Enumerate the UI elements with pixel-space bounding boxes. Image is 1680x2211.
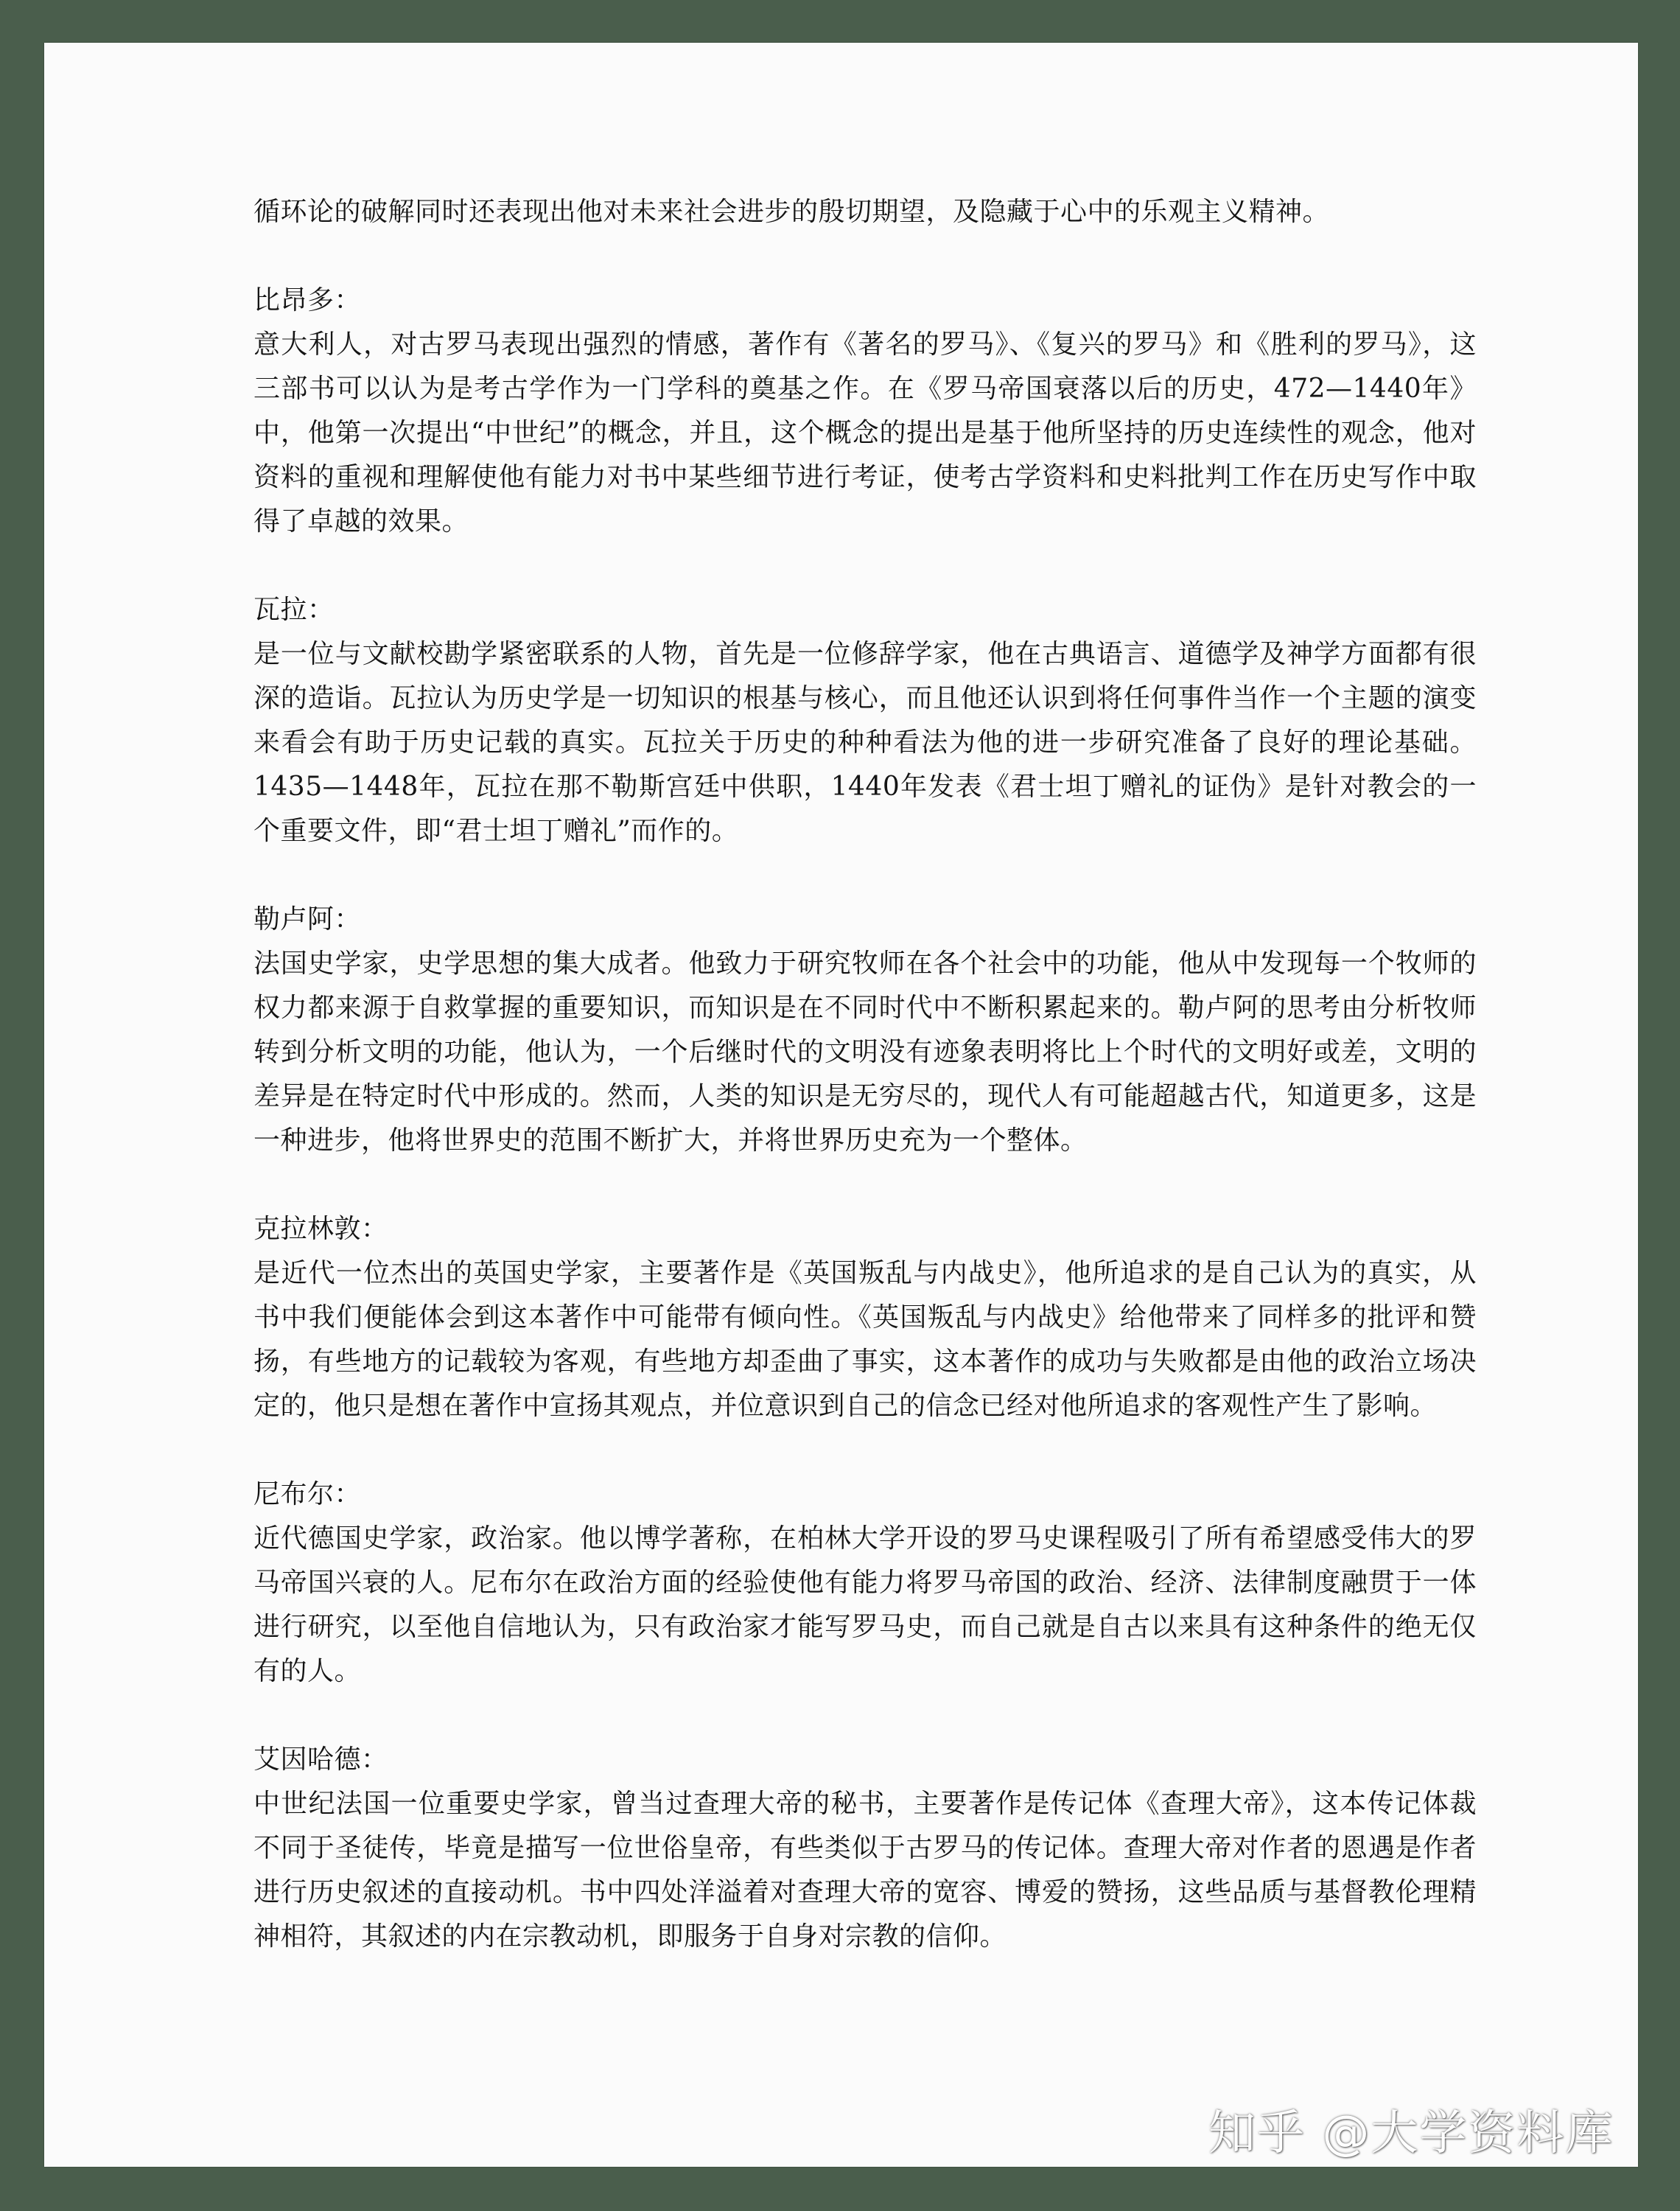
zhihu-watermark: 知乎 @大学资料库 — [1208, 2106, 1614, 2161]
section-paragraph: 意大利人，对古罗马表现出强烈的情感，著作有《著名的罗马》、《复兴的罗马》和《胜利的罗马》，这三部书可以认为是考古学作为一门学科的奠基之作。在《罗马帝国衰落以后的历史，472—1440年》中，他第一次提出“中世纪”的概念，并且，这个概念的提出是基于他所坚持的历史连续性的观念，他对资料的重视和理解使他有能力对书中某些细节进行考证，使考古学资料和史料批判工作在历史写作中取得了卓越的效果。 — [253, 329, 1477, 537]
section-heading: 比昂多： — [253, 285, 362, 315]
section-heading: 克拉林敦： — [253, 1214, 388, 1244]
section-heading: 瓦拉： — [253, 595, 335, 625]
section-einhard — [253, 1738, 1477, 1959]
section-heading: 勒卢阿： — [253, 904, 362, 935]
section-paragraph: 是一位与文献校勘学紧密联系的人物，首先是一位修辞学家，他在古典语言、道德学及神学方面都有很深的造诣。瓦拉认为历史学是一切知识的根基与核心，而且他还认识到将任何事件当作一个主题的演变来看会有助于历史记载的真实。瓦拉关于历史的种种看法为他的进一步研究准备了良好的理论基础。1435—1448年，瓦拉在那不勒斯宫廷中供职，1440年发表《君士坦丁赠礼的证伪》是针对教会的一个重要文件，即“君士坦丁赠礼”而作的。 — [253, 639, 1477, 846]
section-paragraph: 中世纪法国一位重要史学家，曾当过查理大帝的秘书，主要著作是传记体《查理大帝》，这本传记体裁不同于圣徒传，毕竟是描写一位世俗皇帝，有些类似于古罗马的传记体。查理大帝对作者的恩遇是作者进行历史叙述的直接动机。书中四处洋溢着对查理大帝的宽容、博爱的赞扬，这些品质与基督教伦理精神相符，其叙述的内在宗教动机，即服务于自身对宗教的信仰。 — [253, 1789, 1477, 1952]
section-valla — [253, 588, 1477, 853]
document-body — [253, 190, 1477, 1959]
section-paragraph: 是近代一位杰出的英国史学家，主要著作是《英国叛乱与内战史》，他所追求的是自己认为的真实，从书中我们便能体会到这本著作中可能带有倾向性。《英国叛乱与内战史》给他带来了同样多的批评和赞扬，有些地方的记载较为客观，有些地方却歪曲了事实，这本著作的成功与失败都是由他的政治立场决定的，他只是想在著作中宣扬其观点，并位意识到自己的信念已经对他所追求的客观性产生了影响。 — [253, 1258, 1477, 1421]
section-clarendon — [253, 1207, 1477, 1428]
section-le-roy — [253, 898, 1477, 1163]
section-paragraph: 近代德国史学家，政治家。他以博学著称，在柏林大学开设的罗马史课程吸引了所有希望感受伟大的罗马帝国兴衰的人。尼布尔在政治方面的经验使他有能力将罗马帝国的政治、经济、法律制度融贯于一体进行研究，以至他自信地认为，只有政治家才能写罗马史，而自己就是自古以来具有这种条件的绝无仅有的人。 — [253, 1523, 1477, 1686]
section-paragraph: 法国史学家，史学思想的集大成者。他致力于研究牧师在各个社会中的功能，他从中发现每一个牧师的权力都来源于自救掌握的重要知识，而知识是在不同时代中不断积累起来的。勒卢阿的思考由分析牧师转到分析文明的功能，他认为，一个后继时代的文明没有迹象表明将比上个时代的文明好或差，文明的差异是在特定时代中形成的。然而，人类的知识是无穷尽的，现代人有可能超越古代，知道更多，这是一种进步，他将世界史的范围不断扩大，并将世界历史充为一个整体。 — [253, 949, 1477, 1156]
intro-paragraph: 循环论的破解同时还表现出他对未来社会进步的殷切期望，及隐藏于心中的乐观主义精神。 — [253, 197, 1330, 227]
document-page — [44, 43, 1638, 2167]
section-biondo — [253, 279, 1477, 544]
section-heading: 艾因哈德： — [253, 1744, 388, 1775]
section-niebuhr — [253, 1473, 1477, 1694]
section-heading: 尼布尔： — [253, 1479, 362, 1509]
